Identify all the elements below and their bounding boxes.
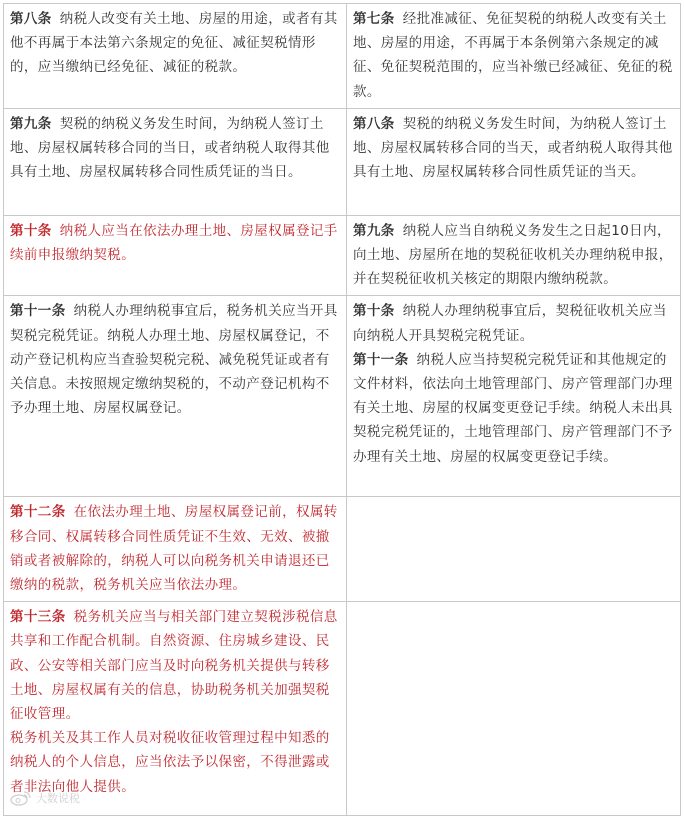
- old-regulation-cell: [347, 215, 681, 296]
- article-paragraph: [10, 605, 340, 726]
- article-text: 税务机关应当与相关部门建立契税涉税信息共享和工作配合机制。自然资源、住房城乡建设、民政、公安等相关部门应当及时向税务机关提供与转移土地、房屋权属有关的信息，协助税务机关加强契税征收管理。: [10, 609, 338, 723]
- article-paragraph: [353, 219, 674, 292]
- new-law-cell: [4, 108, 347, 215]
- article-text: 经批准减征、免征契税的纳税人改变有关土地、房屋的用途，不再属于本条例第六条规定的减征、免征契税范围的，应当补缴已经减征、免征的税款。: [353, 11, 673, 100]
- old-regulation-cell: [347, 4, 681, 109]
- article-number: 第十一条: [10, 303, 66, 320]
- old-regulation-cell: [347, 108, 681, 215]
- new-law-cell: [4, 296, 347, 497]
- article-number: 第十三条: [10, 609, 66, 626]
- table-row: [4, 108, 681, 215]
- article-paragraph: [10, 500, 340, 597]
- article-text: 在依法办理土地、房屋权属登记前，权属转移合同、权属转移合同性质凭证不生效、无效、被撤销或者被解除的，纳税人可以向税务机关申请退还已缴纳的税款，税务机关应当依法办理。: [10, 504, 338, 594]
- article-number: 第九条: [353, 222, 395, 239]
- new-law-cell: [4, 4, 347, 109]
- article-paragraph: [10, 7, 340, 80]
- watermark-text: 大数说税: [36, 792, 80, 805]
- table-row: [4, 4, 681, 109]
- table-row: [4, 602, 681, 816]
- article-text: 纳税人应当持契税完税凭证和其他规定的文件材料，依法向土地管理部门、房产管理部门办理有关土地、房屋的权属变更登记手续。纳税人未出具契税完税凭证的，土地管理部门、房产管理部门不予办理有关土地、房屋的权属变更登记手续。: [353, 351, 673, 465]
- article-paragraph: [10, 112, 340, 185]
- article-text: 纳税人办理纳税事宜后，契税征收机关应当向纳税人开具契税完税凭证。: [353, 303, 667, 344]
- new-law-cell: [4, 215, 347, 296]
- article-paragraph: [10, 726, 340, 799]
- watermark: [10, 790, 80, 806]
- article-text: 纳税人应当在依法办理土地、房屋权属登记手续前申报缴纳契税。: [10, 222, 338, 264]
- article-paragraph: [353, 112, 674, 185]
- article-number: 第十二条: [10, 504, 66, 521]
- article-paragraph: [353, 348, 674, 469]
- table-row: [4, 215, 681, 296]
- article-number: 第九条: [10, 115, 52, 132]
- new-law-cell: [4, 602, 347, 816]
- article-text: 税务机关及其工作人员对税收征收管理过程中知悉的纳税人的个人信息，应当依法予以保密，不得泄露或者非法向他人提供。: [10, 730, 330, 795]
- article-paragraph: [10, 219, 340, 267]
- table-row: [4, 296, 681, 497]
- article-number: 第十条: [10, 222, 52, 239]
- article-text: 纳税人改变有关土地、房屋的用途，或者有其他不再属于本法第六条规定的免征、减征契税情形的，应当缴纳已经免征、减征的税款。: [10, 11, 338, 76]
- article-text: 纳税人办理纳税事宜后，税务机关应当开具契税完税凭证。纳税人办理土地、房屋权属登记，不动产登记机构应当查验契税完税、减免税凭证或者有关信息。未按照规定缴纳契税的，不动产登记机构不予办理土地、房屋权属登记。: [10, 303, 338, 417]
- article-number: 第八条: [353, 115, 395, 132]
- article-paragraph: [353, 7, 674, 104]
- article-number: 第十条: [353, 303, 395, 320]
- table-row: [4, 497, 681, 602]
- article-number: 第十一条: [353, 351, 409, 368]
- weibo-like-icon: [10, 790, 32, 806]
- article-text: 契税的纳税义务发生时间，为纳税人签订土地、房屋权属转移合同的当日，或者纳税人取得其他具有土地、房屋权属转移合同性质凭证的当日。: [10, 115, 330, 181]
- law-comparison-table: [3, 3, 681, 816]
- article-number: 第七条: [353, 11, 395, 27]
- article-number: 第八条: [10, 11, 52, 27]
- article-paragraph: [10, 299, 340, 420]
- article-paragraph: [353, 299, 674, 347]
- article-text: 纳税人应当自纳税义务发生之日起10日内，向土地、房屋所在地的契税征收机关办理纳税申报，并在契税征收机关核定的期限内缴纳税款。: [353, 222, 673, 288]
- old-regulation-cell-empty: [347, 602, 681, 816]
- new-law-cell: [4, 497, 347, 602]
- article-text: 契税的纳税义务发生时间，为纳税人签订土地、房屋权属转移合同的当天，或者纳税人取得其他具有土地、房屋权属转移合同性质凭证的当天。: [353, 115, 673, 181]
- old-regulation-cell-empty: [347, 497, 681, 602]
- old-regulation-cell: [347, 296, 681, 497]
